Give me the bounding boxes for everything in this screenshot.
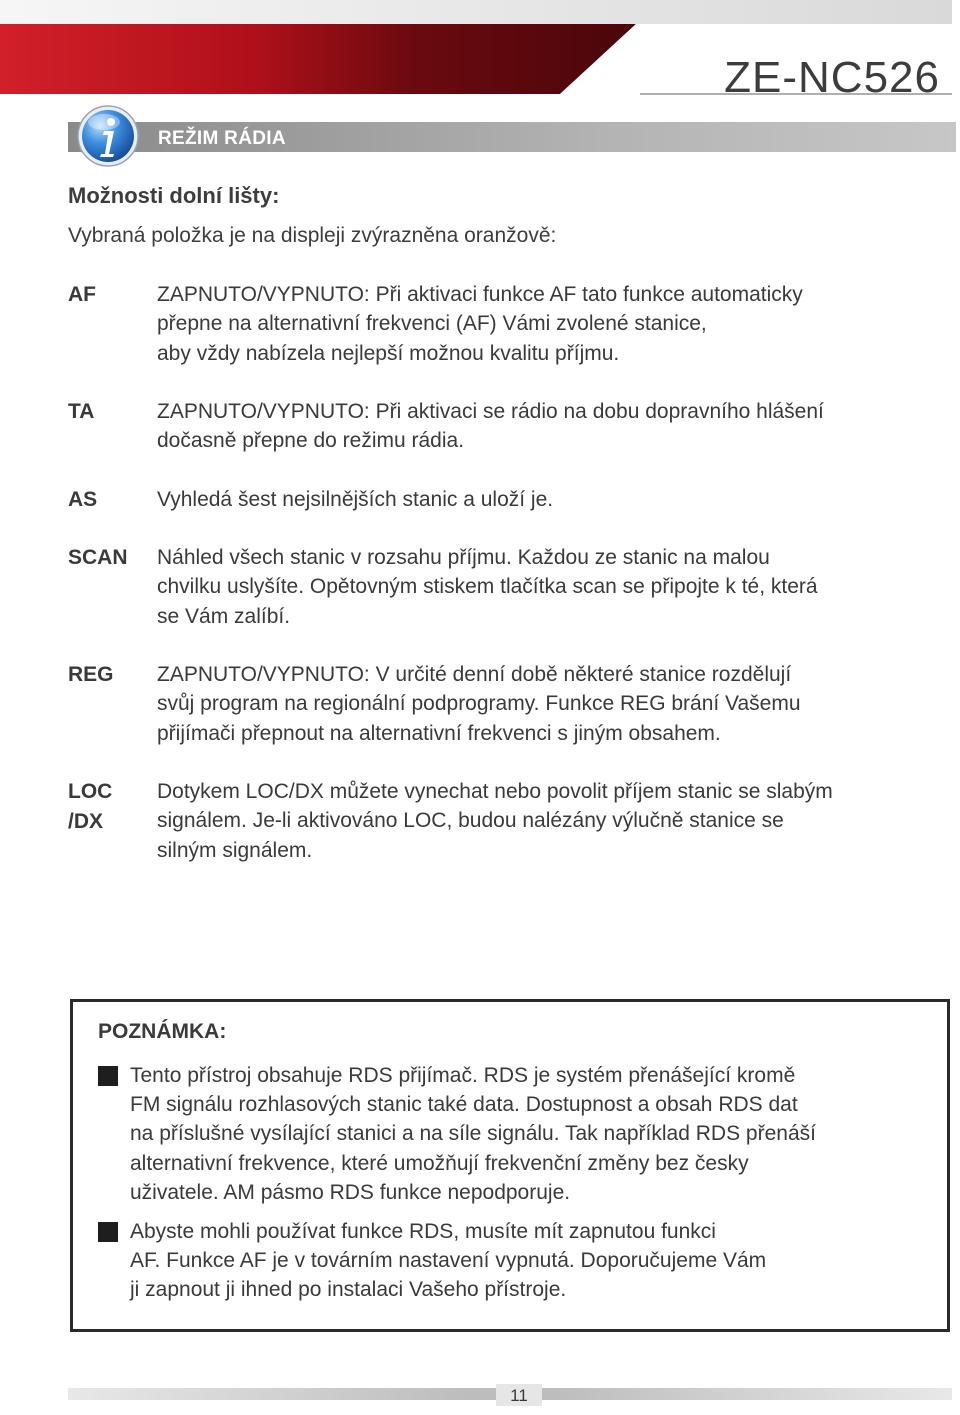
note-line: AF. Funkce AF je v továrním nastavení vypnutá. Doporučujeme Vám [130,1249,767,1273]
note-item [130,1217,930,1305]
info-icon [76,104,140,168]
term-line: /DX [68,810,104,833]
desc-af [157,280,947,368]
note-item [130,1061,930,1207]
note-line: Abyste mohli používat funkce RDS, musíte mít zapnutou funkci [130,1220,716,1243]
desc-line: Náhled všech stanic v rozsahu příjmu. Každou ze stanic na malou [157,546,770,569]
note-line: FM signálu rozhlasových stanic také data. Dostupnost a obsah RDS dat [130,1093,798,1117]
desc-scan [157,543,947,631]
desc-line: ZAPNUTO/VYPNUTO: Při aktivaci funkce AF tato funkce automaticky [157,283,803,306]
page-heading: Možnosti dolní lišty: [68,183,280,208]
desc-line: aby vždy nabízela nejlepší možnou kvalitu příjmu. [157,341,620,365]
note-line: alternativní frekvence, které umožňují frekvenční změny bez česky [130,1151,749,1175]
desc-ta [157,397,947,456]
bullet-square-icon [98,1222,118,1242]
desc-line: dočasně přepne do režimu rádia. [157,429,465,453]
note-line: ji zapnout ji ihned po instalaci Vašeho přístroje. [130,1278,567,1302]
bullet-square-icon [98,1066,118,1086]
page-number: 11 [510,1386,528,1405]
desc-as [157,485,947,514]
page-subheading: Vybraná položka je na displeji zvýrazněna oranžově: [68,224,557,247]
note-line: Tento přístroj obsahuje RDS přijímač. RDS je systém přenášející kromě [130,1064,796,1087]
header-top-strip [0,0,952,24]
desc-line: ZAPNUTO/VYPNUTO: V určité denní době některé stanice rozdělují [157,663,792,686]
desc-line: silným signálem. [157,838,313,862]
desc-line: přepne na alternativní frekvenci (AF) Vámi zvolené stanice, [157,312,707,336]
desc-line: přijímači přepnout na alternativní frekvenci s jiným obsahem. [157,721,721,745]
desc-line: signálem. Je-li aktivováno LOC, budou nalézány výlučně stanice se [157,809,784,833]
desc-reg [157,660,947,748]
model-name: ZE-NC526 [724,53,940,102]
term-locdx [68,777,112,837]
term-af: AF [68,283,96,306]
term-reg: REG [68,663,114,686]
desc-line: ZAPNUTO/VYPNUTO: Při aktivaci se rádio na dobu dopravního hlášení [157,400,824,423]
desc-locdx [157,777,947,865]
note-line: uživatele. AM pásmo RDS funkce nepodporuje. [130,1180,571,1204]
desc-line: chvilku uslyšíte. Opětovným stiskem tlačítka scan se připojte k té, která [157,575,818,599]
note-line: na příslušné vysílající stanici a na síle signálu. Tak například RDS přenáší [130,1122,816,1146]
desc-line: svůj program na regionální podprogramy. Funkce REG brání Vašemu [157,692,801,716]
desc-line: se Vám zalíbí. [157,604,291,628]
note-title: POZNÁMKA: [98,1020,227,1043]
section-title: REŽIM RÁDIA [158,128,286,149]
desc-line: Vyhledá šest nejsilnějších stanic a uloží je. [157,488,554,511]
desc-line: Dotykem LOC/DX můžete vynechat nebo povolit příjem stanic se slabým [157,780,833,803]
term-ta: TA [68,400,95,423]
term-scan: SCAN [68,546,128,569]
term-as: AS [68,488,98,511]
term-line: LOC [68,780,113,803]
